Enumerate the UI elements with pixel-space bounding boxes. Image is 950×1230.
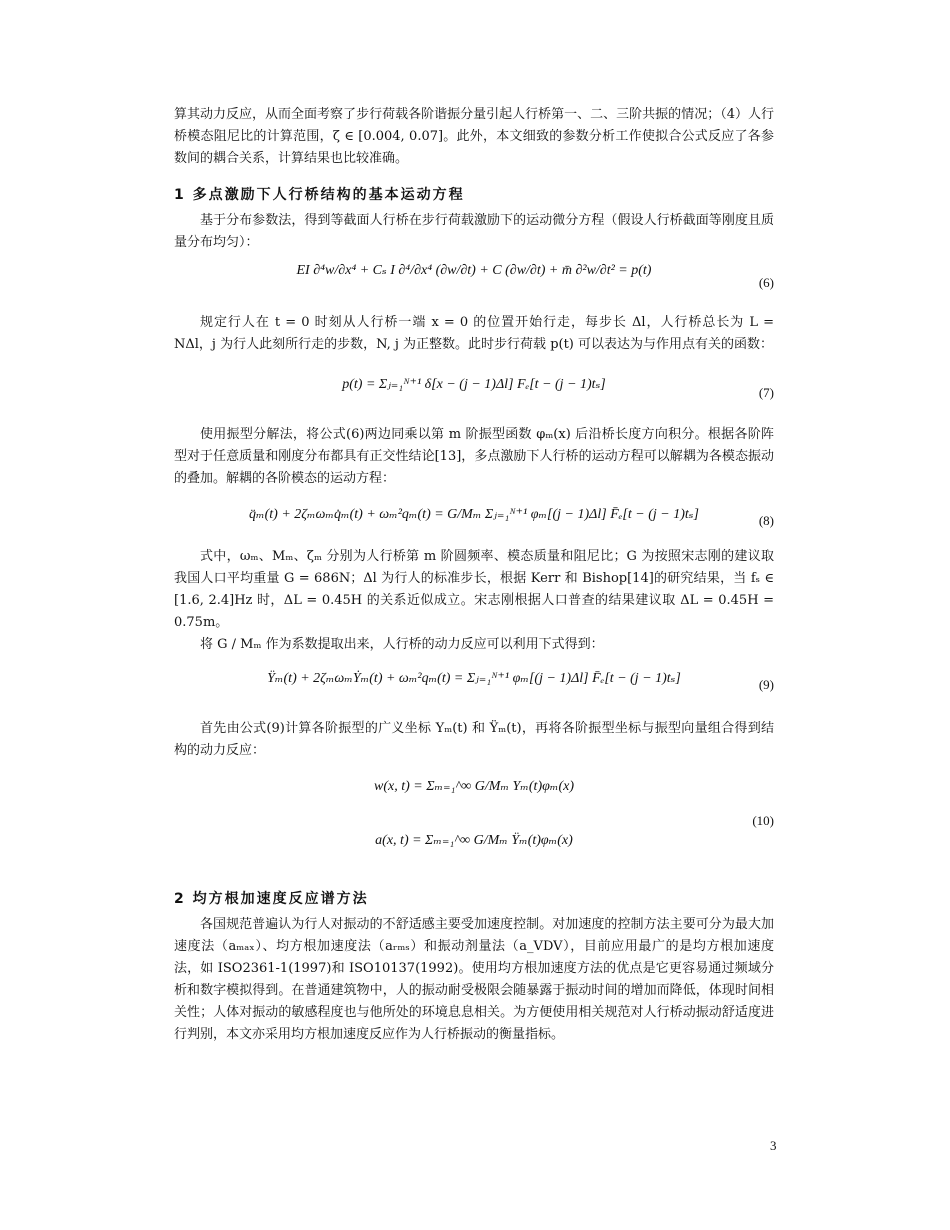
equation-8-body: q̈ₘ(t) + 2ζₘωₘq̇ₘ(t) + ωₘ²qₘ(t) = G/Mₘ Σⱼ₌₁ᴺ⁺¹ φₘ[(j − 1)Δl] F̄ₑ[t − (j − 1)tₛ] [249,507,699,522]
intro-paragraph: 算其动力反应，从而全面考察了步行荷载各阶谐振分量引起人行桥第一、二、三阶共振的情况；（4）人行桥模态阻尼比的计算范围，ζ ∈ [0.004, 0.07]。此外，本文细致的参数分析工作使拟合公式反应了各参数间的耦合关系，计算结果也比较准确。 [174,107,774,166]
equation-6-body: EI ∂⁴w/∂x⁴ + Cₛ I ∂⁴/∂x⁴ (∂w/∂t) + C (∂w/∂t) + m̄ ∂²w/∂t² = p(t) [296,263,652,278]
equation-10-displacement: w(x, t) = Σₘ₌₁^∞ G/Mₘ Yₘ(t)φₘ(x) [374,779,574,794]
equation-10-acceleration: a(x, t) = Σₘ₌₁^∞ G/Mₘ Ÿₘ(t)φₘ(x) [375,833,573,848]
section-2-heading: 2 均方根加速度反应谱方法 [174,891,369,907]
section-1-paragraph-1: 基于分布参数法，得到等截面人行桥在步行荷载激励下的运动微分方程（假设人行桥截面等刚度且质量分布均匀）： [174,213,774,250]
page-number: 3 [770,1138,777,1153]
equation-9-number: (9) [758,677,774,692]
equation-10 [174,770,774,884]
equation-7 [174,362,774,424]
section-1-paragraph-6: 首先由公式(9)计算各阶振型的广义坐标 Yₘ(t) 和 Ÿₘ(t)，再将各阶振型坐标与振型向量组合得到结构的动力反应： [174,721,774,758]
paper-page [174,104,774,1046]
equation-9 [174,660,774,718]
equation-10-number: (10) [752,813,774,828]
equation-6 [174,254,774,312]
section-1-paragraph-4: 式中，ωₘ、Mₘ、ζₘ 分别为人行桥第 m 阶圆频率、模态质量和阻尼比；G 为按照宋志刚的建议取我国人口平均重量 G = 686N；Δl 为行人的标准步长，根据 Kerr 和 Bishop[14]的研究结果，当 fₛ ∈ [1.6, 2.4]Hz 时，ΔL = 0.45H 的关系近似成立。宋志刚根据人口普查的结果建议取 ΔL = 0.45H = 0.75m。 [174,549,774,630]
section-1-paragraph-3: 使用振型分解法，将公式(6)两边同乘以第 m 阶振型函数 φₘ(x) 后沿桥长度方向积分。根据各阶阵型对于任意质量和刚度分布都具有正交性结论[13]，多点激励下人行桥的运动方程可以解耦为各模态振动的叠加。解耦的各阶模态的运动方程： [174,427,774,486]
section-2-paragraph-1: 各国规范普遍认为行人对振动的不舒适感主要受加速度控制。对加速度的控制方法主要可分为最大加速度法（aₘₐₓ）、均方根加速度法（aᵣₘₛ）和振动剂量法（a_VDV），目前应用最广的是均方根加速度法，如 ISO2361-1(1997)和 ISO10137(1992)。使用均方根加速度方法的优点是它更容易通过频域分析和数字模拟得到。在普通建筑物中，人的振动耐受极限会随暴露于振动时间的增加而降低，体现时间相关性；人体对振动的敏感程度也与他所处的环境息息相关。为方便使用相关规范对人行桥动振动舒适度进行判别，本文亦采用均方根加速度反应作为人行桥振动的衡量指标。 [174,917,774,1042]
equation-6-number: (6) [758,275,774,290]
equation-7-body: p(t) = Σⱼ₌₁ᴺ⁺¹ δ[x − (j − 1)Δl] Fₑ[t − (j − 1)tₛ] [342,377,606,392]
section-1-paragraph-2: 规定行人在 t = 0 时刻从人行桥一端 x = 0 的位置开始行走，每步长 Δl，人行桥总长为 L = NΔl，j 为行人此刻所行走的步数，N, j 为正整数。此时步行荷载 p(t) 可以表达为与作用点有关的函数： [174,315,774,352]
section-1-paragraph-5: 将 G / Mₘ 作为系数提取出来，人行桥的动力反应可以利用下式得到： [200,637,604,652]
equation-9-body: Ÿₘ(t) + 2ζₘωₘẎₘ(t) + ωₘ²qₘ(t) = Σⱼ₌₁ᴺ⁺¹ φₘ[(j − 1)Δl] F̄ₑ[t − (j − 1)tₛ] [267,671,681,686]
equation-8 [174,496,774,546]
equation-8-number: (8) [758,513,774,528]
section-1-heading: 1 多点激励下人行桥结构的基本运动方程 [174,187,465,203]
equation-7-number: (7) [758,385,774,400]
